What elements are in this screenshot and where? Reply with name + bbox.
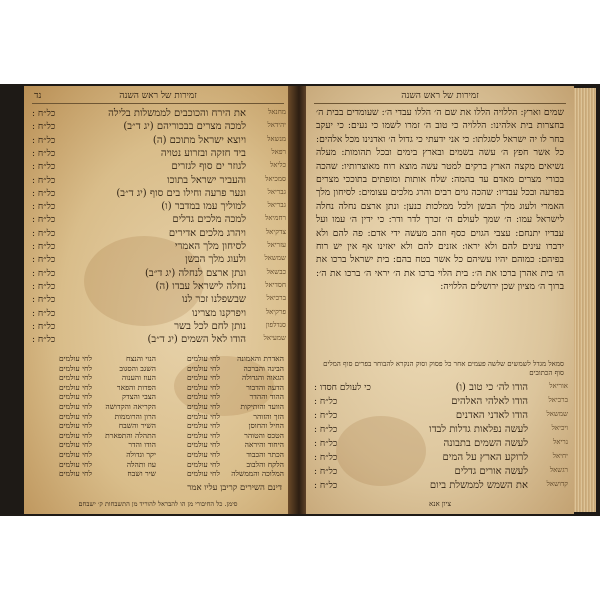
verse-text: את הירח והכוכבים לממשלות בלילה — [108, 108, 246, 119]
angel-name: צדקיאל — [265, 227, 286, 236]
litany-cell: לחי עולמים — [186, 469, 220, 479]
litany-cell: לחי עולמים — [58, 450, 92, 459]
right-page — [306, 86, 574, 514]
litany-cell: התהלה והתפארת — [105, 430, 156, 440]
litany-cell: לחי עולמים — [186, 421, 220, 431]
angel-name: מנשאל — [267, 134, 286, 143]
litany-cell: האדרת והאמונה — [237, 354, 284, 363]
verse-text: ויפרקנו מצרינו — [191, 307, 246, 319]
litany-cell: ההוד וההדר — [249, 392, 284, 402]
litany-cell: לחי עולמים — [58, 402, 92, 411]
litany-cell: השיר והשבח — [118, 421, 156, 431]
verse-text: לעשה השמים בתבונה — [443, 438, 528, 449]
response-text: כל״ח : — [32, 162, 56, 173]
verse-row — [314, 438, 568, 451]
verse-text: לעשה אורים גדלים — [454, 466, 528, 477]
verse-text: ויהרג מלכים אדירים — [168, 227, 246, 239]
verse-text: ונער פרעה וחילו בים סוף (יג ד״ב) — [116, 187, 246, 199]
litany-cell: לחי עולמים — [58, 430, 92, 440]
verse-row — [314, 396, 568, 409]
litany-cell: הרון והרוממות — [114, 411, 156, 421]
verse-row — [32, 321, 286, 334]
running-header: זמירות של ראש השנה — [32, 90, 284, 104]
angel-name: כבשאל — [266, 267, 286, 276]
verse-text: את השמש לממשלת ביום — [429, 480, 528, 491]
verse-text: למוליך עמו במדבר (ו) — [161, 201, 246, 213]
response-text: כל״ח : — [32, 321, 56, 332]
angel-name: סמכיאל — [265, 174, 286, 183]
verse-text: ביד חזקה ובזרוע נטויה — [160, 147, 246, 159]
verse-row — [32, 228, 286, 241]
litany-cell: הפדות והפאר — [116, 382, 156, 392]
response-text: כל״ח : — [314, 411, 338, 421]
verse-text: לסיחון מלך האמרי — [174, 241, 246, 252]
response-text: כל״ח : — [32, 308, 56, 319]
angel-name: קדושאל — [546, 480, 568, 488]
litany-cell: לחי עולמים — [58, 411, 92, 421]
response-text: כל״ח : — [32, 202, 56, 213]
verse-row — [32, 121, 286, 134]
verse-row — [32, 308, 286, 321]
response-text: כל״ח : — [32, 135, 56, 146]
verse-text: הודו לאדני האדנים — [455, 410, 528, 421]
litany-cell: לחי עולמים — [58, 373, 92, 383]
verse-row — [32, 281, 286, 294]
litany-cell: לחי עולמים — [58, 354, 92, 363]
litany-cell: לחי עולמים — [58, 421, 92, 431]
angel-name: פרקיאל — [265, 307, 286, 316]
response-text: כל״ח : — [32, 175, 56, 186]
litany-cell: הודו והדר — [128, 440, 156, 450]
angel-name: גבריאל — [267, 187, 286, 196]
litany-cell: לחי עולמים — [186, 392, 220, 402]
verse-text: לעשה נפלאות גדלות לבדו — [429, 424, 528, 435]
instruction-note: סמאל מגדל לשמשים שלשה פעמים אחר כל פסוק וסוק הנקרא להבוחר בפרים סוף המלים סוף הכתובים — [323, 360, 564, 377]
verse-text: ונתן ארצם לנחלה (יג ד״ב) — [145, 267, 246, 279]
angel-name: מחנאל — [267, 108, 286, 116]
verse-row — [32, 334, 286, 347]
litany-cell: לחי עולמים — [58, 440, 92, 450]
verse-row — [32, 188, 286, 201]
response-text: כל״ח : — [32, 228, 56, 239]
response-text: כל״ח : — [32, 109, 56, 119]
verse-text: למכה מלכים גדלים — [172, 214, 246, 226]
response-text: כל״ח : — [32, 281, 56, 292]
angel-name: יחיאל — [552, 452, 568, 460]
verse-row — [32, 268, 286, 281]
response-text: כל״ח : — [32, 242, 56, 252]
litany-cell: הגאוה והגדולה — [242, 373, 284, 383]
litany-cell: הוועד והותיקות — [240, 402, 284, 411]
response-text: כל״ח : — [314, 481, 338, 491]
response-text: כל״ח : — [32, 255, 56, 266]
litany-cell: לחי עולמים — [58, 382, 92, 392]
litany-cell: הלקח והלבוב — [246, 459, 284, 469]
verse-row — [314, 452, 568, 465]
verse-row — [32, 241, 286, 254]
response-text: כל״ח : — [32, 188, 56, 199]
litany-cell: לחי עולמים — [58, 363, 92, 373]
litany-cell: לחי עולמים — [58, 469, 92, 479]
verse-text: הודו לה׳ כי טוב (ו) — [455, 382, 528, 393]
verse-text: הודו לאל השמים (יג ד״ב) — [147, 334, 246, 346]
response-text: כל״ח : — [32, 215, 56, 226]
verse-row — [32, 201, 286, 214]
left-page — [24, 86, 292, 514]
verse-row — [32, 294, 286, 307]
verse-row — [32, 175, 286, 188]
litany-cell: לחי עולמים — [186, 373, 220, 383]
verse-text: שבשפלנו זכר לנו — [181, 294, 246, 306]
page-footer: סימן. כל החיבורי מן הו להבראל להוריד מן התשבחות ק׳ ישבחם — [78, 500, 238, 508]
litany-cell: החיל והחוסן — [248, 421, 284, 431]
litany-cell: הנוי והנצח — [125, 354, 156, 363]
angel-name: ברכיאל — [266, 294, 286, 303]
litany-cell: הדעה והדבור — [246, 382, 284, 392]
response-text: כל״ח : — [314, 397, 338, 407]
angel-name: אוריאל — [549, 382, 568, 390]
response-text: כל״ח : — [314, 439, 338, 449]
litany-cell: היחוד והיראה — [244, 440, 284, 450]
verse-text: ויוצא ישראל מתוכם (ה) — [152, 134, 246, 146]
litany-cell: לחי עולמים — [186, 440, 220, 450]
verse-row — [314, 466, 568, 479]
verse-row — [32, 108, 286, 121]
page-footer: ציון אנא — [429, 500, 451, 508]
verse-row — [32, 148, 286, 161]
angel-name: שמעיאל — [263, 334, 286, 343]
response-text: כל״ח : — [32, 335, 56, 346]
litany-cell: לחי עולמים — [186, 450, 220, 459]
angel-name: רגשאל — [549, 466, 568, 474]
angel-name: שמשאל — [264, 254, 286, 263]
litany-cell: הקריאה והקדושה — [105, 402, 156, 411]
litany-cell: המלוכה והממשלה — [231, 469, 284, 479]
verse-row — [32, 214, 286, 227]
angel-name: גבריאל — [267, 201, 286, 210]
angel-name: נריאל — [552, 438, 568, 446]
litany-cell: לחי עולמים — [186, 363, 220, 373]
verse-text: הודו לאלהי האלהים — [451, 396, 528, 407]
litany-cell: הכתר והכבוד — [246, 450, 284, 459]
page-number: נד — [34, 91, 42, 101]
verse-text: ולעוג מלך הבשן — [185, 254, 246, 266]
verse-text: לרוקע הארץ על המים — [442, 452, 528, 463]
psalm-prose: שמים וארץ: הללויה הללו את שם ה׳ הללו עבדי ה׳: שעומדים בבית ה׳ בחצרות בית אלהינו: הללויה כי טוב ה׳ זמרו לשמו כי נעים: כי יעקב בחר לו יה ישראל לסגלתו: כי אני ידעתי כי גדול ה׳ ואדנינו מכל אלהים: כל אשר חפץ ה׳ עשה בשמים ובארץ בימים ובכל תהומות: מעלה נשיאים מקצה הארץ ברקים למטר עשה מוצא רוח מאוצרותיו: שהכה בכורי מצרים מאדם עד בהמה: שלח אותות ומופתים בתוככי מצרים בפרעה ובכל עבדיו: שהכה גוים רבים והרג מלכים עצומים: לסיחון מלך האמרי ולעוג מלך הבשן ולכל ממלכות כנען: ונתן ארצם נחלה נחלה לישראל עמו: ה׳ שמך לעולם ה׳ זכרך לדר ודר: כי ידין ה׳ עמו ועל עבדיו יתנחם: עצבי הגוים כסף וזהב מעשה ידי אדם: פה להם ולא ידברו עינים להם ולא יראו: אזנים להם ולא יאזינו אף אין יש רוח בפיהם: כמוהם יהיו עשיהם כל אשר בטח בהם: בית ישראל ברכו את ה׳ בית אהרן ברכו את ה׳: בית הלוי ברכו את ה׳ יראי ה׳ ברכו את ה׳: ברוך ה׳ מציון שכן ירושלים הללויה: — [316, 107, 564, 293]
verse-text: נחלה לישראל עבדו (ה) — [155, 280, 246, 292]
litany-cell: לחי עולמים — [58, 459, 92, 469]
litany-cell: לחי עולמים — [186, 354, 220, 363]
response-text: כל״ח : — [314, 453, 338, 463]
litany-cell: השגב והסגוב — [119, 363, 156, 373]
closing-line: דינם השירים קריבן עליו אמר — [187, 483, 282, 493]
litany-cell: לחי עולמים — [186, 411, 220, 421]
verse-text: והעביר ישראל בתוכו — [167, 174, 246, 186]
verse-row — [314, 424, 568, 437]
litany-cell: לחי עולמים — [186, 402, 220, 411]
litany-cell: שיר ושבח — [127, 469, 156, 479]
response-text: כל״ח : — [32, 122, 56, 133]
verse-text: לגוזר ים סוף לגזרים — [171, 161, 246, 173]
angel-name: ברכיאל — [548, 396, 568, 404]
page-edges — [574, 88, 596, 512]
angel-name: חסדיאל — [265, 280, 286, 289]
angel-name: ויכיאל — [551, 424, 568, 432]
response-text: כי לעולם חסדו : — [314, 383, 371, 393]
litany-cell: הזך והזוהר — [253, 411, 284, 421]
litany-cell: העוז והענוה — [121, 373, 156, 383]
litany-cell: הטכס והטוהר — [244, 430, 284, 440]
angel-name: יהידאל — [267, 121, 286, 130]
verse-row — [32, 135, 286, 148]
running-header: זמירות של ראש השנה — [314, 90, 566, 104]
response-text: כל״ח : — [32, 268, 56, 279]
litany-cell: עוז ותהלה — [126, 459, 156, 469]
verse-text: נותן לחם לכל בשר — [174, 320, 246, 332]
litany-cell: לחי עולמים — [186, 382, 220, 392]
angel-name: שמשאל — [546, 410, 568, 418]
verse-row — [314, 382, 568, 395]
angel-name: כליאל — [269, 161, 286, 170]
verse-row — [314, 480, 568, 493]
angel-name: סנדלפון — [265, 320, 286, 329]
verse-row — [314, 410, 568, 423]
response-text: כל״ח : — [314, 425, 338, 435]
litany-cell: הבינה והברכה — [243, 363, 284, 373]
verse-row — [32, 254, 286, 267]
angel-name: רפאל — [271, 147, 286, 156]
litany-cell: יקר וגדולה — [126, 450, 156, 459]
litany-cell: לחי עולמים — [58, 392, 92, 402]
verse-row — [32, 161, 286, 174]
verse-text: למכה מצרים בבכוריהם (יג ד״ב) — [123, 121, 246, 133]
angel-name: רחמיאל — [264, 214, 286, 223]
response-text: כל״ח : — [314, 467, 338, 477]
angel-name: עזריאל — [267, 241, 286, 249]
response-text: כל״ח : — [32, 295, 56, 306]
litany-cell: הצבי והצדק — [122, 392, 156, 402]
litany-cell: לחי עולמים — [186, 430, 220, 440]
litany-cell: לחי עולמים — [186, 459, 220, 469]
response-text: כל״ח : — [32, 148, 56, 159]
